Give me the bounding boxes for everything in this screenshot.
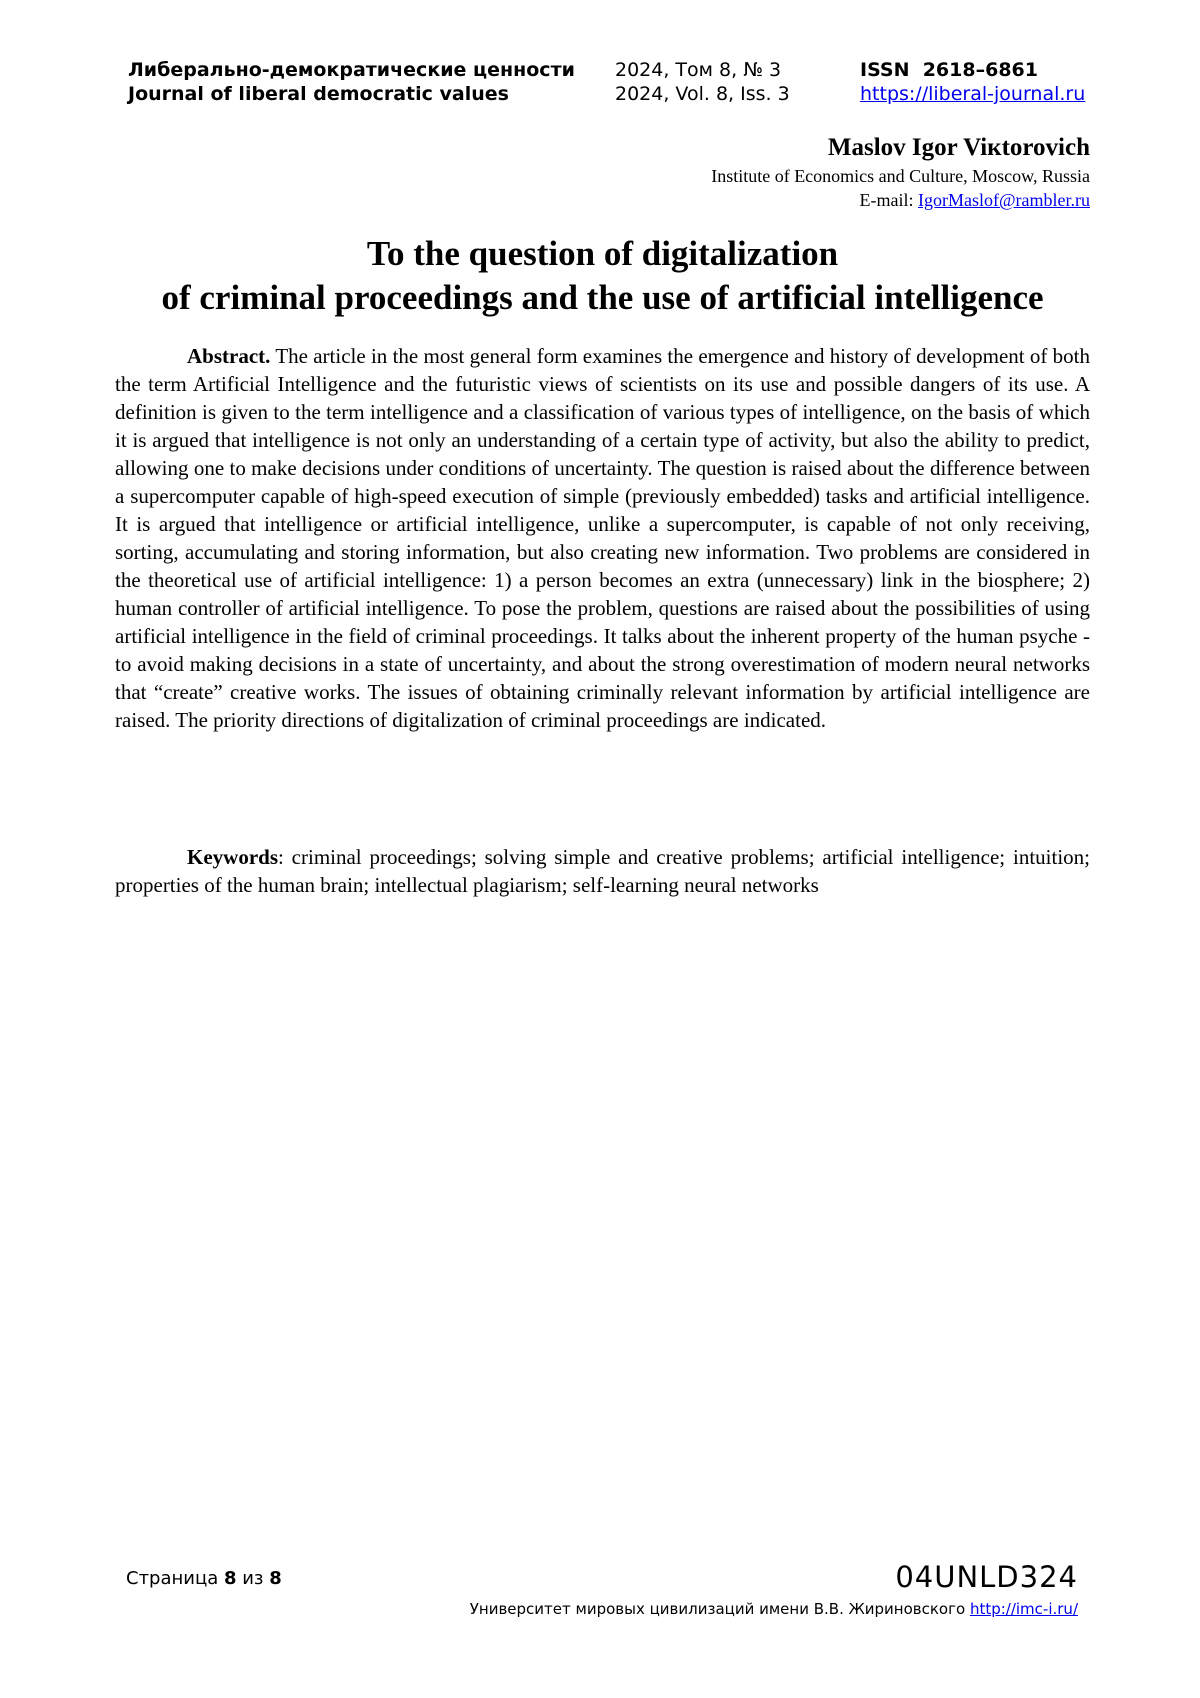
keywords: [115, 843, 1090, 899]
abstract-text: The article in the most general form examines the emergence and history of development of both the term Artificial Intelligence and the futuristic views of scientists on its use and possible dangers of its use. A definition is given to the term intelligence and a classification of various types of intelligence, on the basis of which it is argued that intelligence is not only an understanding of a certain type of activity, but also the ability to predict, allowing one to make decisions under conditions of uncertainty. The question is raised about the difference between a supercomputer capable of high-speed execution of simple (previously embedded) tasks and artificial intelligence. It is argued that intelligence or artificial intelligence, unlike a supercomputer, is capable of not only receiving, sorting, accumulating and storing information, but also creating new information. Two problems are considered in the theoretical use of artificial intelligence: 1) a person becomes an extra (unnecessary) link in the biosphere; 2) human controller of artificial intelligence. To pose the problem, questions are raised about the possibilities of using artificial intelligence in the field of criminal proceedings. It talks about the inherent property of the human psyche - to avoid making decisions in a state of uncertainty, and about the strong overestimation of modern neural networks that “create” creative works. The issues of obtaining criminally relevant information by artificial intelligence are raised. The priority directions of digitalization of criminal proceedings are indicated.: [115, 344, 1090, 732]
journal-issue: [615, 58, 790, 106]
page-current: 8: [224, 1568, 237, 1589]
author-email-line: [711, 188, 1090, 212]
title-line-1: To the question of digitalization: [367, 234, 838, 273]
author-block: [711, 132, 1090, 212]
author-name: Maslov Igor Viкtorovich: [711, 132, 1090, 164]
article-code: 04UNLD324: [895, 1560, 1078, 1594]
keywords-text: : criminal proceedings; solving simple and creative problems; artificial intelligence; intuition; properties of the human brain; intellectual plagiarism; self-learning neural networks: [115, 845, 1090, 897]
page-total: 8: [269, 1568, 282, 1589]
abstract-label: Abstract.: [187, 344, 270, 368]
journal-name-ru: Либерально-демократические ценности: [128, 58, 575, 82]
issue-ru: 2024, Том 8, № 3: [615, 58, 790, 82]
email-label: E-mail:: [859, 190, 917, 210]
page-sep: из: [237, 1568, 270, 1589]
title-line-2: of criminal proceedings and the use of artificial intelligence: [161, 278, 1043, 317]
journal-name: [128, 58, 575, 106]
issue-en: 2024, Vol. 8, Iss. 3: [615, 82, 790, 106]
abstract: [115, 342, 1090, 734]
author-affiliation: Institute of Economics and Culture, Moscow, Russia: [711, 164, 1090, 188]
page-number: [126, 1568, 282, 1589]
university-url-link[interactable]: http://imc-i.ru/: [970, 1600, 1078, 1618]
journal-issn-block: [860, 58, 1085, 106]
article-title: [115, 232, 1090, 320]
journal-url-link[interactable]: https://liberal-journal.ru: [860, 83, 1085, 105]
page-prefix: Страница: [126, 1568, 224, 1589]
issn: ISSN 2618–6861: [860, 58, 1085, 82]
university-line: [470, 1600, 1078, 1618]
university-name: Университет мировых цивилизаций имени В.В. Жириновского: [470, 1600, 970, 1618]
keywords-label: Keywords: [187, 845, 278, 869]
author-email-link[interactable]: IgorMaslof@rambler.ru: [918, 190, 1090, 210]
journal-name-en: Journal of liberal democratic values: [128, 82, 575, 106]
